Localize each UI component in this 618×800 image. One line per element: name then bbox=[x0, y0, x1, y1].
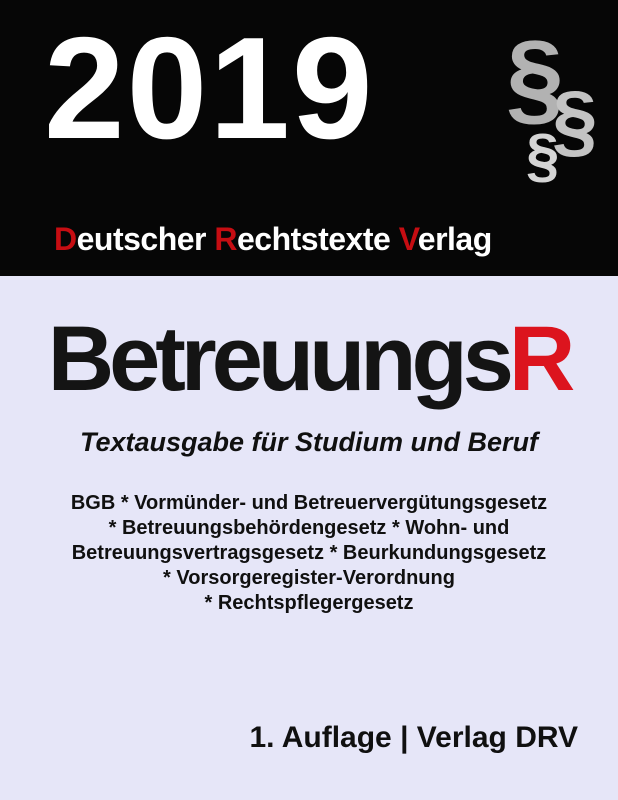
cover-body bbox=[0, 276, 618, 800]
list-item: Betreuungsvertragsgesetz * Beurkundungsgesetz bbox=[71, 542, 547, 564]
text-segment: Betreuungs bbox=[47, 308, 509, 410]
book-subtitle: Textausgabe für Studium und Beruf bbox=[79, 427, 539, 457]
cover-header bbox=[0, 0, 618, 276]
section-sign-icon: § bbox=[526, 122, 560, 189]
text-segment: D bbox=[54, 221, 77, 257]
book-title bbox=[0, 308, 618, 410]
section-sign-icon: § bbox=[552, 75, 598, 166]
text-segment: R bbox=[508, 308, 571, 410]
year-label: 2019 bbox=[44, 7, 375, 169]
list-item: * Vorsorgeregister-Verordnung bbox=[163, 567, 455, 589]
text-segment: echtstexte bbox=[237, 221, 399, 257]
section-sign-icon: § bbox=[506, 20, 564, 136]
text-segment: eutscher bbox=[76, 221, 215, 257]
contents-list bbox=[0, 491, 618, 616]
text-segment: erlag bbox=[417, 221, 492, 257]
edition-line: 1. Auflage | Verlag DRV bbox=[249, 721, 578, 754]
list-item: BGB * Vormünder- und Betreuervergütungsgesetz bbox=[70, 492, 548, 514]
publisher-name bbox=[54, 221, 492, 258]
text-segment: V bbox=[398, 221, 418, 257]
text-segment: R bbox=[214, 221, 237, 257]
list-item: * Betreuungsbehördengesetz * Wohn- und bbox=[108, 517, 510, 539]
list-item: * Rechtspflegergesetz bbox=[204, 592, 414, 614]
